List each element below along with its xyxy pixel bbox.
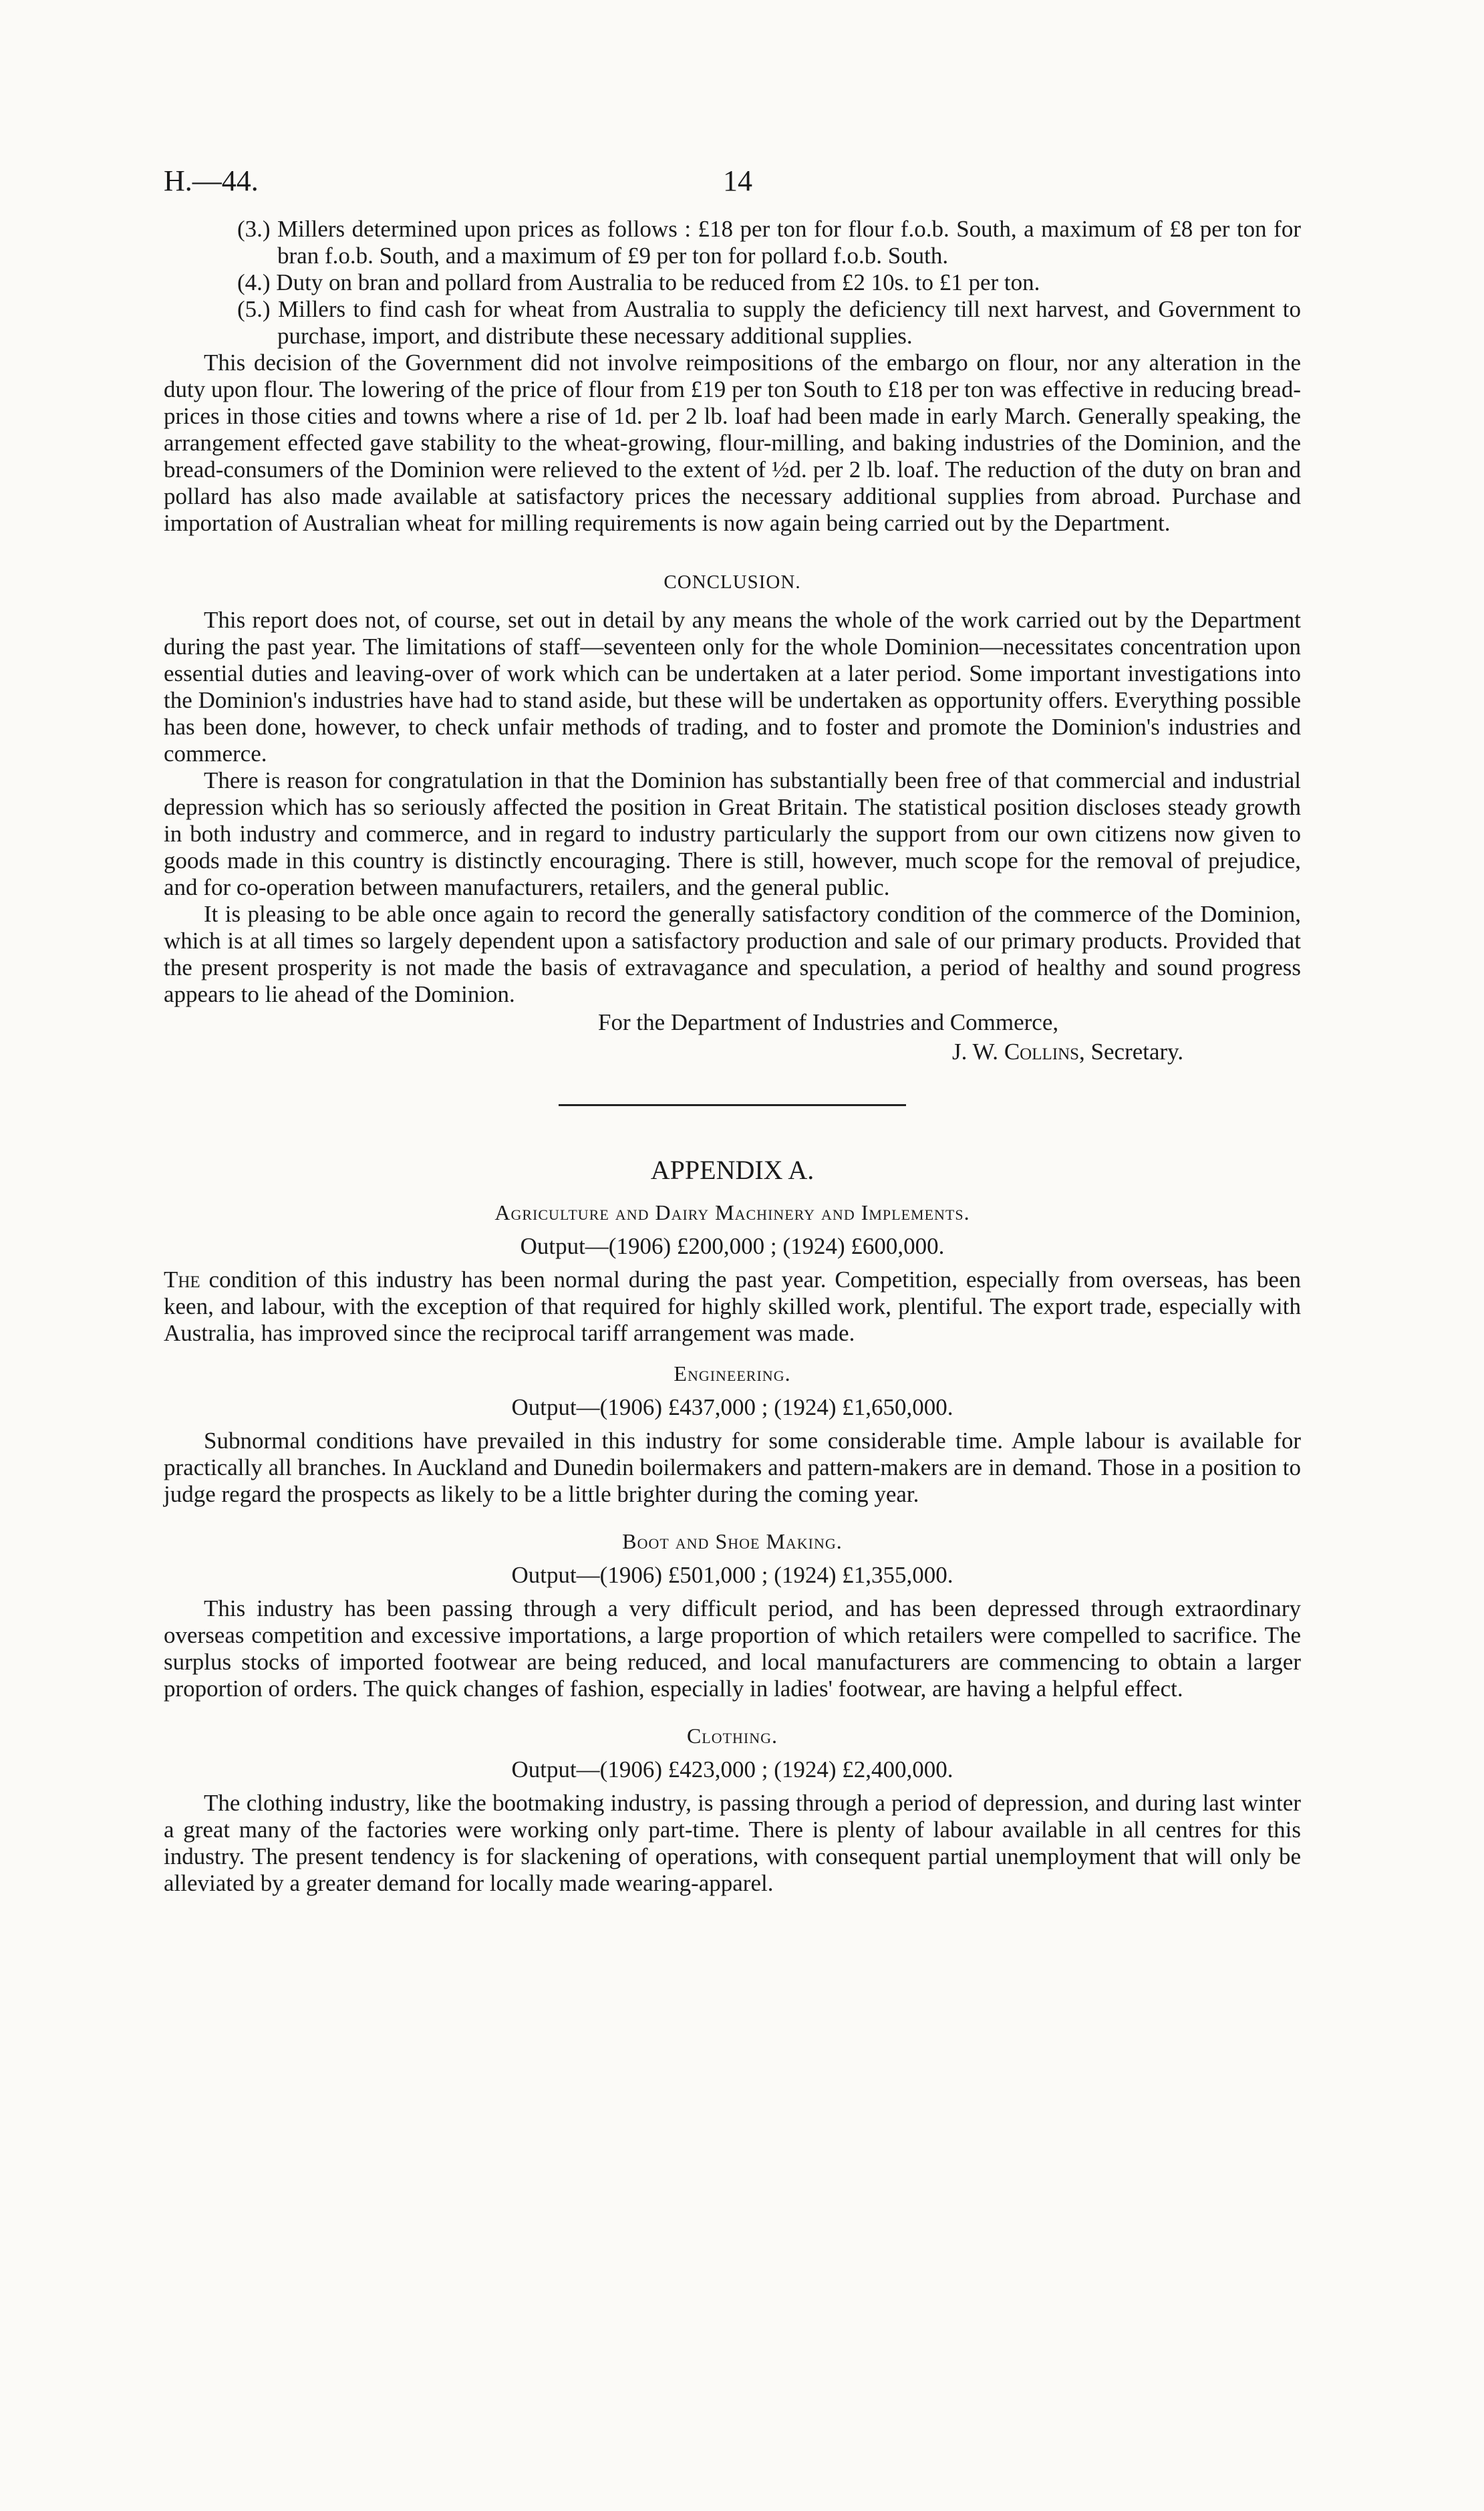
document-reference: H.—44. — [164, 164, 259, 197]
section-paragraph — [164, 1267, 1301, 1347]
list-item: (3.) Millers determined upon prices as follows : £18 per ton for flour f.o.b. South, a maximum of £8 per ton for bran f.o.b. South, and a maximum of £9 per ton for pollard f.o.b. South. — [237, 216, 1301, 269]
list-item: (5.) Millers to find cash for wheat from Australia to supply the deficiency till next harvest, and Government to purchase, import, and distribute these necessary additional supplies. — [237, 296, 1301, 349]
output-line: Output—(1906) £200,000 ; (1924) £600,000. — [520, 1233, 945, 1259]
conclusion-paragraph: There is reason for congratulation in that the Dominion has substantially been free of that commercial and industrial depression which has so seriously affected the position in Great Britain. The statistical position discloses steady growth in both industry and commerce, and in regard to industry particularly the support from our own citizens now given to goods made in this country is distinctly encouraging. There is still, however, much scope for the removal of prejudice, and for co-operation between manufacturers, retailers, and the general public. — [164, 767, 1301, 900]
conclusion-paragraph: This report does not, of course, set out in detail by any means the whole of the work carried out by the Department during the past year. The limitations of staff—seventeen only for the whole Dominion—necessitates concentration upon essential duties and leaving-over of work which can be undertaken at a later period. Some important investigations into the Dominion's industries have had to stand aside, but these will be undertaken as opportunity offers. Everything possible has been done, however, to check unfair methods of trading, and to foster and promote the Dominion's industries and commerce. — [164, 607, 1301, 767]
numbered-list — [164, 216, 1301, 350]
section-text: condition of this industry has been normal during the past year. Competition, especially from overseas, has been keen, and labour, with the exception of that required for highly skilled work, plentiful. The export trade, especially with Australia, has improved since the reciprocal tariff arrangement was made. — [164, 1267, 1301, 1346]
signature-name: Collins — [1004, 1039, 1080, 1065]
output-line: Output—(1906) £501,000 ; (1924) £1,355,000. — [511, 1562, 953, 1588]
section-divider — [559, 1104, 906, 1106]
lead-word: The — [164, 1267, 200, 1293]
output-line: Output—(1906) £437,000 ; (1924) £1,650,000. — [511, 1394, 953, 1420]
running-header — [164, 164, 1301, 204]
document-page — [164, 164, 1301, 1897]
decision-paragraph: This decision of the Government did not involve reimpositions of the embargo on flour, nor any alteration in the duty upon flour. The lowering of the price of flour from £19 per ton South to £18 per ton was effective in reducing bread-prices in those cities and towns where a rise of 1d. per 2 lb. loaf had been made in early March. Generally speaking, the arrangement effected gave stability to the wheat-growing, flour-milling, and baking industries of the Dominion, and the bread-consumers of the Dominion were relieved to the extent of ½d. per 2 lb. loaf. The reduction of the duty on bran and pollard has also made available at satisfactory prices the necessary additional supplies from abroad. Purchase and importation of Australian wheat for milling requirements is now again being carried out by the Department. — [164, 350, 1301, 536]
signature-title: , Secretary. — [1079, 1039, 1184, 1065]
signoff-line: For the Department of Industries and Commerce, — [598, 1009, 1059, 1035]
section-title: Engineering. — [674, 1361, 791, 1385]
section-title: Boot and Shoe Making. — [622, 1529, 843, 1553]
list-item: (4.) Duty on bran and pollard from Australia to be reduced from £2 10s. to £1 per ton. — [237, 269, 1040, 295]
output-line: Output—(1906) £423,000 ; (1924) £2,400,000. — [511, 1756, 953, 1782]
section-title: Clothing. — [686, 1724, 778, 1748]
signature — [164, 1039, 1301, 1065]
conclusion-paragraph: It is pleasing to be able once again to record the generally satisfactory condition of the commerce of the Dominion, which is at all times so largely dependent upon a satisfactory production and sale of our primary products. Provided that the present prosperity is not made the basis of extravagance and speculation, a period of healthy and sound progress appears to lie ahead of the Dominion. — [164, 901, 1301, 1007]
page-number: 14 — [723, 164, 752, 197]
conclusion-heading: CONCLUSION. — [663, 571, 801, 593]
signature-initials: J. W. — [952, 1039, 1004, 1065]
appendix-title: APPENDIX A. — [650, 1155, 814, 1185]
section-paragraph: The clothing industry, like the bootmaking industry, is passing through a period of depression, and during last winter a great many of the factories were working only part-time. There is plenty of labour available in all centres for this industry. The present tendency is for slackening of operations, with consequent partial unemployment that will only be alleviated by a greater demand for locally made wearing-apparel. — [164, 1790, 1301, 1896]
section-title: Agriculture and Dairy Machinery and Implements. — [494, 1200, 970, 1224]
section-paragraph: Subnormal conditions have prevailed in this industry for some considerable time. Ample labour is available for practically all branches. In Auckland and Dunedin boilermakers and pattern-makers are in demand. Those in a position to judge regard the prospects as likely to be a little brighter during the coming year. — [164, 1428, 1301, 1507]
section-paragraph: This industry has been passing through a very difficult period, and has been depressed through extraordinary overseas competition and excessive importations, a large proportion of which retailers were compelled to sacrifice. The surplus stocks of imported footwear are being reduced, and local manufacturers are commencing to obtain a larger proportion of orders. The quick changes of fashion, especially in ladies' footwear, are having a helpful effect. — [164, 1595, 1301, 1702]
